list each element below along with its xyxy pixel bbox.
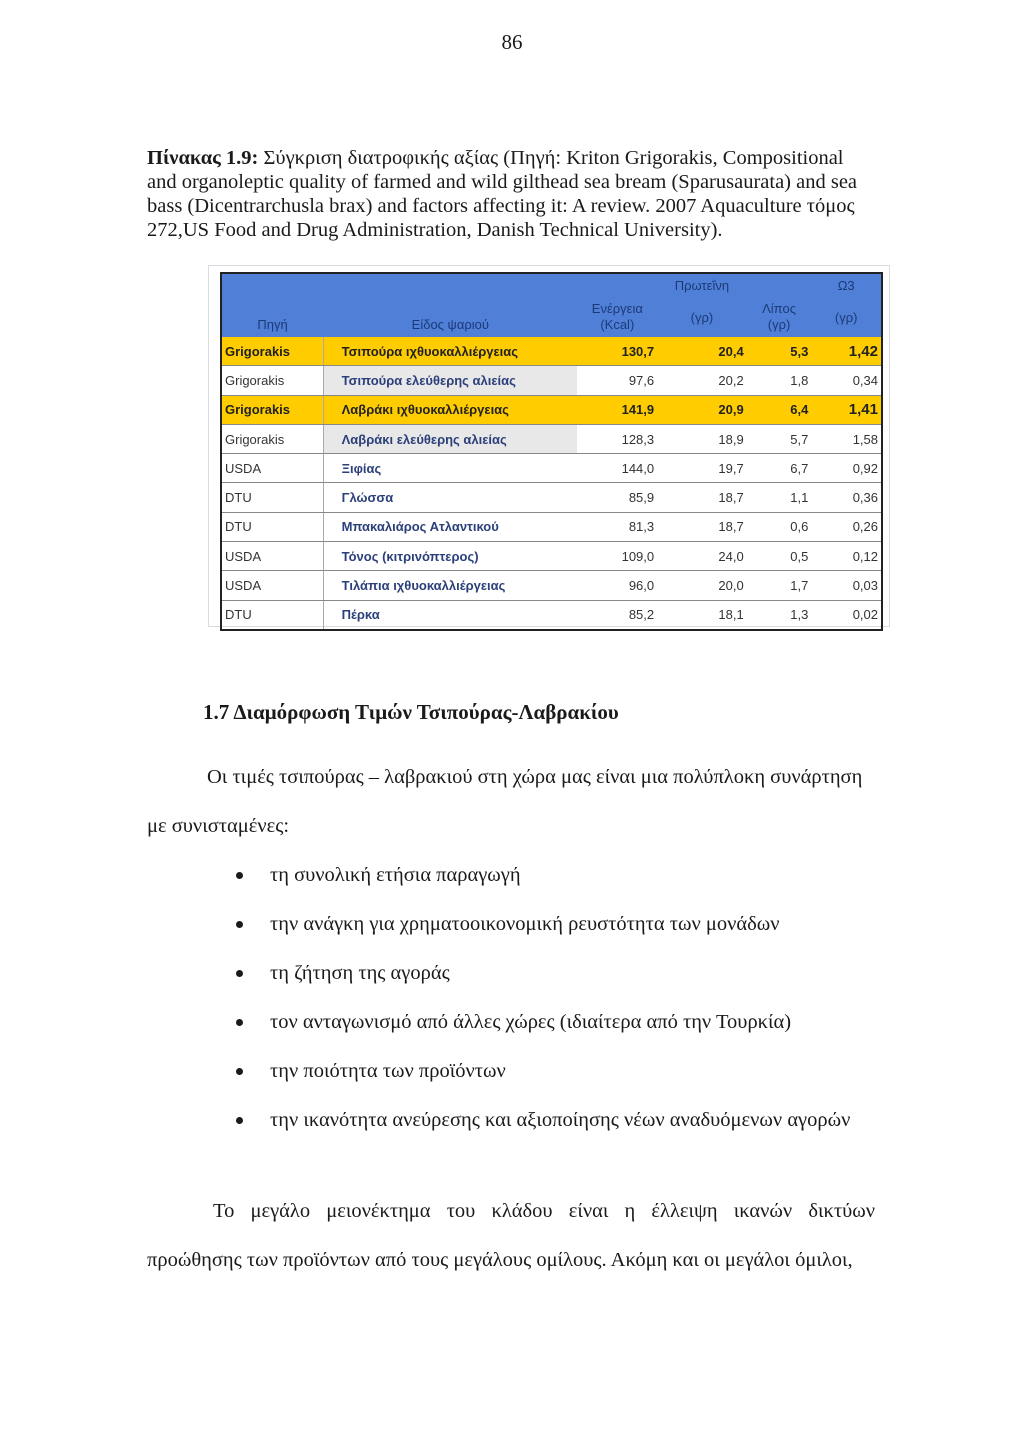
paragraph-1-line-1: Οι τιμές τσιπούρας – λαβρακιού στη χώρα μας είναι μια πολύπλοκη συνάρτηση [207, 766, 863, 788]
cell-protein: 24,0 [657, 542, 747, 571]
cell-fish: Λαβράκι ελεύθερης αλιείας [323, 424, 577, 453]
cell-fish: Μπακαλιάρος Ατλαντικού [323, 512, 577, 541]
cell-protein: 18,7 [657, 483, 747, 512]
table-row [221, 542, 882, 571]
cell-source: USDA [221, 571, 323, 600]
cell-source: Grigorakis [221, 337, 323, 366]
header-fish: Είδος ψαριού [323, 273, 577, 337]
list-item: τη συνολική ετήσια παραγωγή [230, 860, 890, 909]
cell-fat: 1,1 [747, 483, 812, 512]
cell-source: Grigorakis [221, 395, 323, 424]
bullet-dot-icon [236, 1019, 243, 1026]
header-fat: Λίπος (γρ) [747, 273, 812, 337]
cell-protein: 18,1 [657, 600, 747, 630]
cell-source: USDA [221, 454, 323, 483]
bullet-dot-icon [236, 1117, 243, 1124]
cell-energy: 144,0 [577, 454, 657, 483]
paragraph-2-line-1: Το μεγάλο μειονέκτημα του κλάδου είναι η έλλειψη ικανών δικτύων [213, 1200, 875, 1222]
cell-protein: 19,7 [657, 454, 747, 483]
table-row [221, 600, 882, 630]
cell-fish: Τόνος (κιτρινόπτερος) [323, 542, 577, 571]
cell-protein: 18,9 [657, 424, 747, 453]
cell-protein: 20,0 [657, 571, 747, 600]
caption-label: Πίνακας 1.9: [147, 147, 259, 169]
cell-fish: Πέρκα [323, 600, 577, 630]
list-item: την ανάγκη για χρηματοοικονομική ρευστότητα των μονάδων [230, 909, 890, 958]
cell-protein: 20,2 [657, 366, 747, 395]
list-item: την ικανότητα ανεύρεσης και αξιοποίησης νέων αναδυόμενων αγορών [230, 1105, 890, 1154]
cell-fish: Γλώσσα [323, 483, 577, 512]
cell-energy: 109,0 [577, 542, 657, 571]
table-row [221, 483, 882, 512]
cell-fat: 6,4 [747, 395, 812, 424]
cell-protein: 20,9 [657, 395, 747, 424]
cell-protein: 20,4 [657, 337, 747, 366]
header-protein: Πρωτεΐνη (γρ) [657, 273, 747, 337]
bullet-list [230, 860, 890, 1154]
header-omega3: Ω3 (γρ) [811, 273, 882, 337]
cell-fat: 6,7 [747, 454, 812, 483]
cell-fat: 1,8 [747, 366, 812, 395]
cell-energy: 141,9 [577, 395, 657, 424]
cell-omega3: 0,12 [811, 542, 882, 571]
bullet-dot-icon [236, 921, 243, 928]
cell-energy: 85,9 [577, 483, 657, 512]
cell-fish: Ξιφίας [323, 454, 577, 483]
cell-omega3: 0,26 [811, 512, 882, 541]
cell-energy: 96,0 [577, 571, 657, 600]
table-row [221, 395, 882, 424]
cell-source: USDA [221, 542, 323, 571]
caption-text: Σύγκριση διατροφικής αξίας (Πηγή: Kriton Grigorakis, Compositional and organoleptic quality of farmed and wild gilthead sea bream (Sparusaurata) and sea bass (Dicentrarchusla brax) and factors affecting it: A review. 2007 Aquaculture τόμος 272,US Food and Drug Administration, Danish Technical University). [147, 147, 858, 241]
cell-fish: Τσιπούρα ελεύθερης αλιείας [323, 366, 577, 395]
cell-omega3: 0,03 [811, 571, 882, 600]
cell-omega3: 0,34 [811, 366, 882, 395]
cell-energy: 81,3 [577, 512, 657, 541]
cell-fat: 1,7 [747, 571, 812, 600]
cell-source: Grigorakis [221, 424, 323, 453]
cell-omega3: 1,42 [811, 337, 882, 366]
cell-source: DTU [221, 483, 323, 512]
table-row [221, 424, 882, 453]
cell-omega3: 1,41 [811, 395, 882, 424]
cell-omega3: 0,36 [811, 483, 882, 512]
cell-source: DTU [221, 512, 323, 541]
paragraph-1-line-2: με συνισταμένες: [147, 815, 290, 837]
cell-energy: 128,3 [577, 424, 657, 453]
list-item: τον ανταγωνισμό από άλλες χώρες (ιδιαίτερα από την Τουρκία) [230, 1007, 890, 1056]
cell-fat: 0,6 [747, 512, 812, 541]
page-number: 86 [501, 30, 523, 54]
cell-fish: Τιλάπια ιχθυοκαλλιέργειας [323, 571, 577, 600]
cell-source: DTU [221, 600, 323, 630]
table-row [221, 337, 882, 366]
cell-fish: Λαβράκι ιχθυοκαλλιέργειας [323, 395, 577, 424]
table-caption [147, 146, 875, 242]
header-source: Πηγή [221, 273, 323, 337]
cell-fat: 1,3 [747, 600, 812, 630]
cell-energy: 97,6 [577, 366, 657, 395]
table-row [221, 571, 882, 600]
cell-source: Grigorakis [221, 366, 323, 395]
header-energy: Ενέργεια (Kcal) [577, 273, 657, 337]
cell-fish: Τσιπούρα ιχθυοκαλλιέργειας [323, 337, 577, 366]
cell-fat: 0,5 [747, 542, 812, 571]
cell-energy: 130,7 [577, 337, 657, 366]
table-body [221, 337, 882, 630]
cell-omega3: 1,58 [811, 424, 882, 453]
table-header-row [221, 273, 882, 337]
bullet-dot-icon [236, 872, 243, 879]
nutrition-table-image [208, 265, 890, 627]
cell-protein: 18,7 [657, 512, 747, 541]
cell-omega3: 0,02 [811, 600, 882, 630]
cell-fat: 5,3 [747, 337, 812, 366]
nutrition-table [220, 272, 883, 631]
list-item: τη ζήτηση της αγοράς [230, 958, 890, 1007]
cell-omega3: 0,92 [811, 454, 882, 483]
bullet-dot-icon [236, 970, 243, 977]
table-row [221, 454, 882, 483]
cell-fat: 5,7 [747, 424, 812, 453]
table-row [221, 512, 882, 541]
table-row [221, 366, 882, 395]
paragraph-2-line-2: προώθησης των προϊόντων από τους μεγάλους ομίλους. Ακόμη και οι μεγάλοι όμιλοι, [147, 1249, 853, 1271]
cell-energy: 85,2 [577, 600, 657, 630]
bullet-dot-icon [236, 1068, 243, 1075]
section-heading: 1.7 Διαμόρφωση Τιμών Τσιπούρας-Λαβρακίου [203, 700, 619, 724]
list-item: την ποιότητα των προϊόντων [230, 1056, 890, 1105]
